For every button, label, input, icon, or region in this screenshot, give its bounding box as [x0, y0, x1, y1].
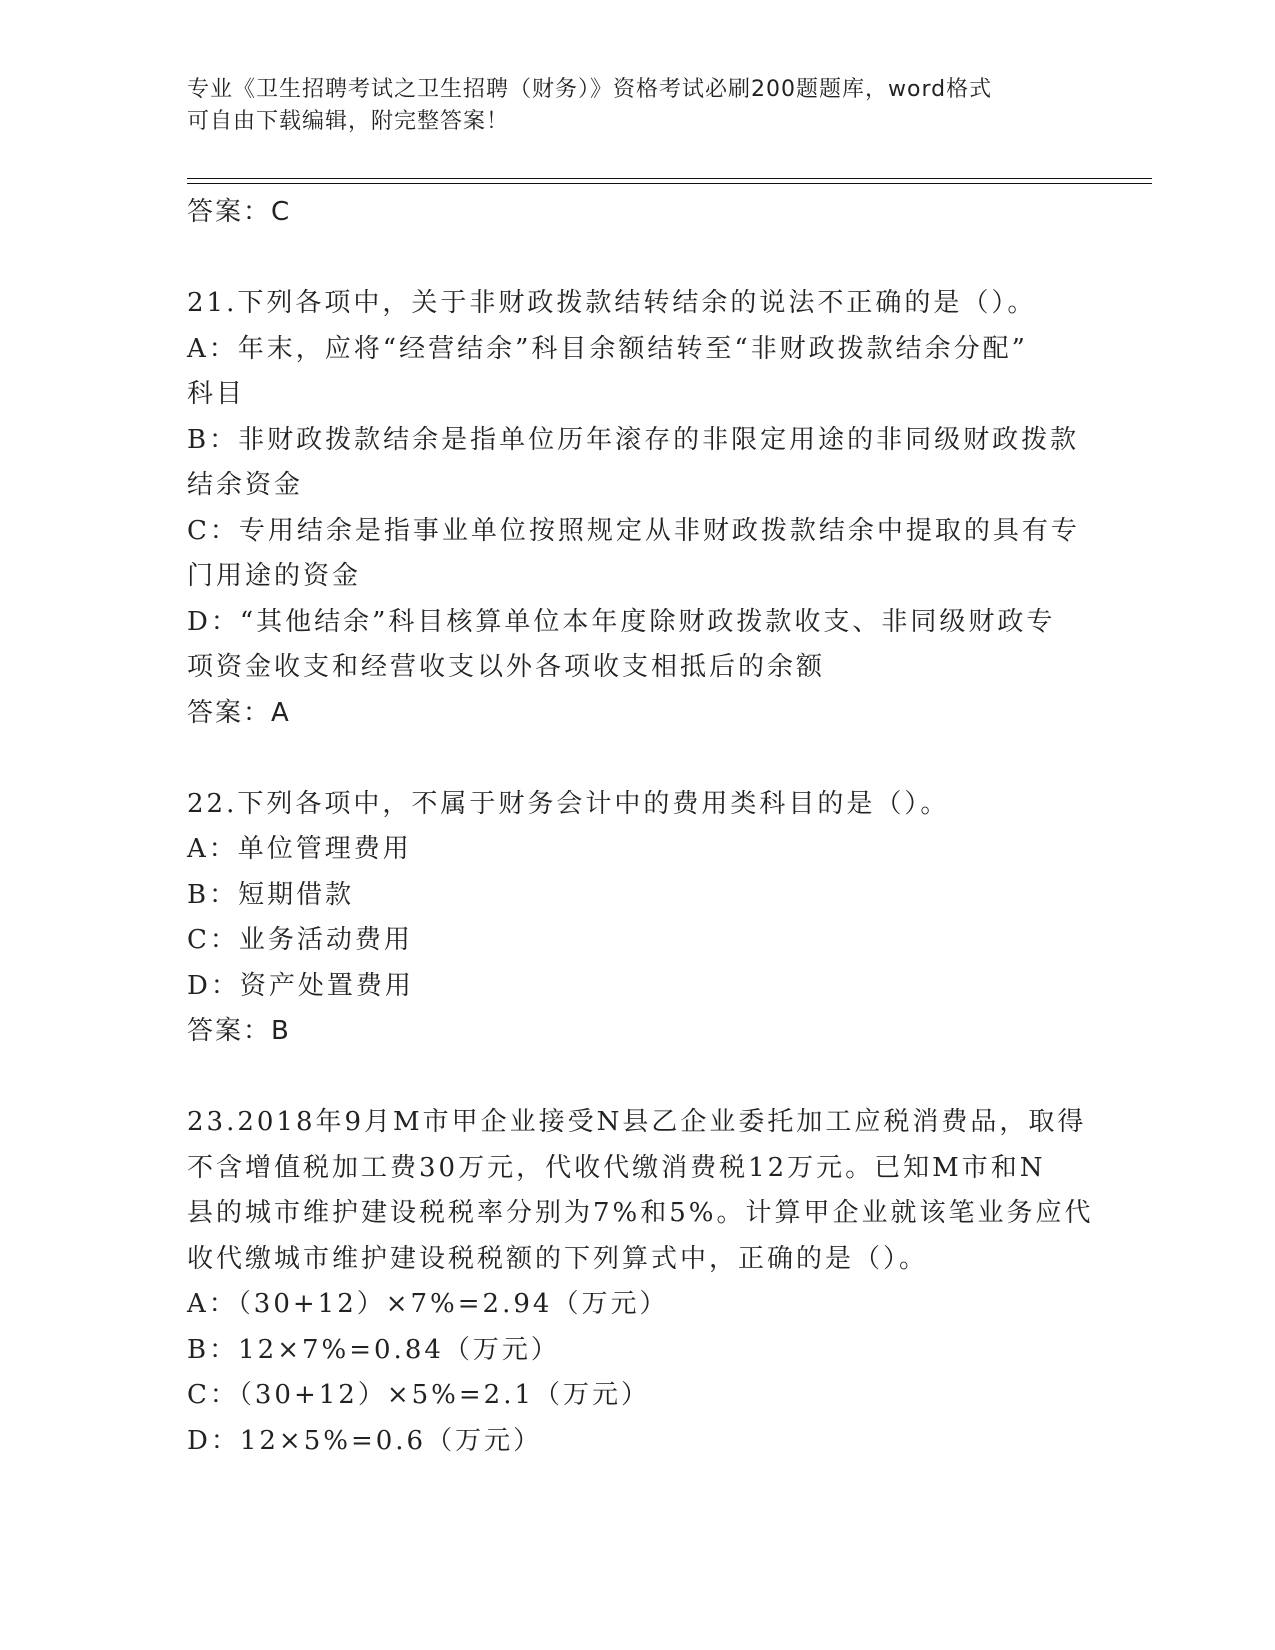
- option-text: B：非财政拨款结余是指单位历年滚存的非限定用途的非同级财政拨款: [187, 424, 1080, 455]
- option-b: [187, 418, 1087, 509]
- question-stem-cont: 收代缴城市维护建设税税额的下列算式中，正确的是（）。: [187, 1243, 929, 1274]
- header-rule-top: [187, 178, 1152, 179]
- option-c: C：业务活动费用: [187, 925, 413, 955]
- answer: 答案：B: [187, 1016, 291, 1046]
- header-line-2: 可自由下载编辑，附完整答案！: [187, 109, 510, 134]
- question-stem-cont: 县的城市维护建设税税率分别为7%和5%。计算甲企业就该笔业务应代: [187, 1198, 1094, 1228]
- question-stem: 22.下列各项中，不属于财务会计中的费用类科目的是（）。: [187, 788, 950, 819]
- option-b: B：短期借款: [187, 879, 355, 910]
- document-body: [187, 190, 1094, 1464]
- spacer: [187, 736, 1087, 782]
- option-text: C：专用结余是指事业单位按照规定从非财政拨款结余中提取的具有专: [187, 515, 1080, 546]
- option-text-cont: 项资金收支和经营收支以外各项收支相抵后的余额: [187, 652, 826, 682]
- spacer: [187, 1055, 1087, 1101]
- question-stem: 21.下列各项中，关于非财政拨款结转结余的说法不正确的是（）。: [187, 288, 1037, 318]
- option-text-cont: 结余资金: [187, 470, 304, 500]
- previous-answer: 答案：C: [187, 197, 292, 227]
- answer: 答案：A: [187, 697, 291, 728]
- header-rule-bottom: [187, 183, 1152, 184]
- question-23: [187, 1100, 1094, 1464]
- question-22: [187, 782, 1087, 1055]
- option-a: A：（30+12）×7%=2.94（万元）: [187, 1289, 669, 1319]
- option-a: [187, 327, 1087, 418]
- spacer: [187, 236, 1087, 282]
- option-text: A：年末，应将“经营结余”科目余额结转至“非财政拨款结余分配”: [187, 333, 1028, 364]
- option-text: D：“其他结余”科目核算单位本年度除财政拨款收支、非同级财政专: [187, 606, 1056, 637]
- question-21: [187, 281, 1087, 736]
- header-line-1: 专业《卫生招聘考试之卫生招聘（财务）》资格考试必刷200题题库，word格式: [187, 77, 993, 102]
- option-text-cont: 科目: [187, 379, 246, 409]
- question-stem-cont: 不含增值税加工费30万元，代收代缴消费税12万元。已知M市和N: [187, 1152, 1046, 1183]
- option-d: D：资产处置费用: [187, 970, 414, 1001]
- option-c: [187, 509, 1087, 600]
- question-stem: 23.2018年9月M市甲企业接受N县乙企业委托加工应税消费品，取得: [187, 1107, 1087, 1137]
- option-b: B：12×7%=0.84（万元）: [187, 1334, 560, 1365]
- option-d: D：12×5%=0.6（万元）: [187, 1425, 543, 1456]
- option-d: [187, 600, 1087, 691]
- option-a: A：单位管理费用: [187, 834, 412, 864]
- option-c: C：（30+12）×5%=2.1（万元）: [187, 1380, 651, 1410]
- document-header: [187, 74, 1067, 138]
- option-text-cont: 门用途的资金: [187, 561, 362, 591]
